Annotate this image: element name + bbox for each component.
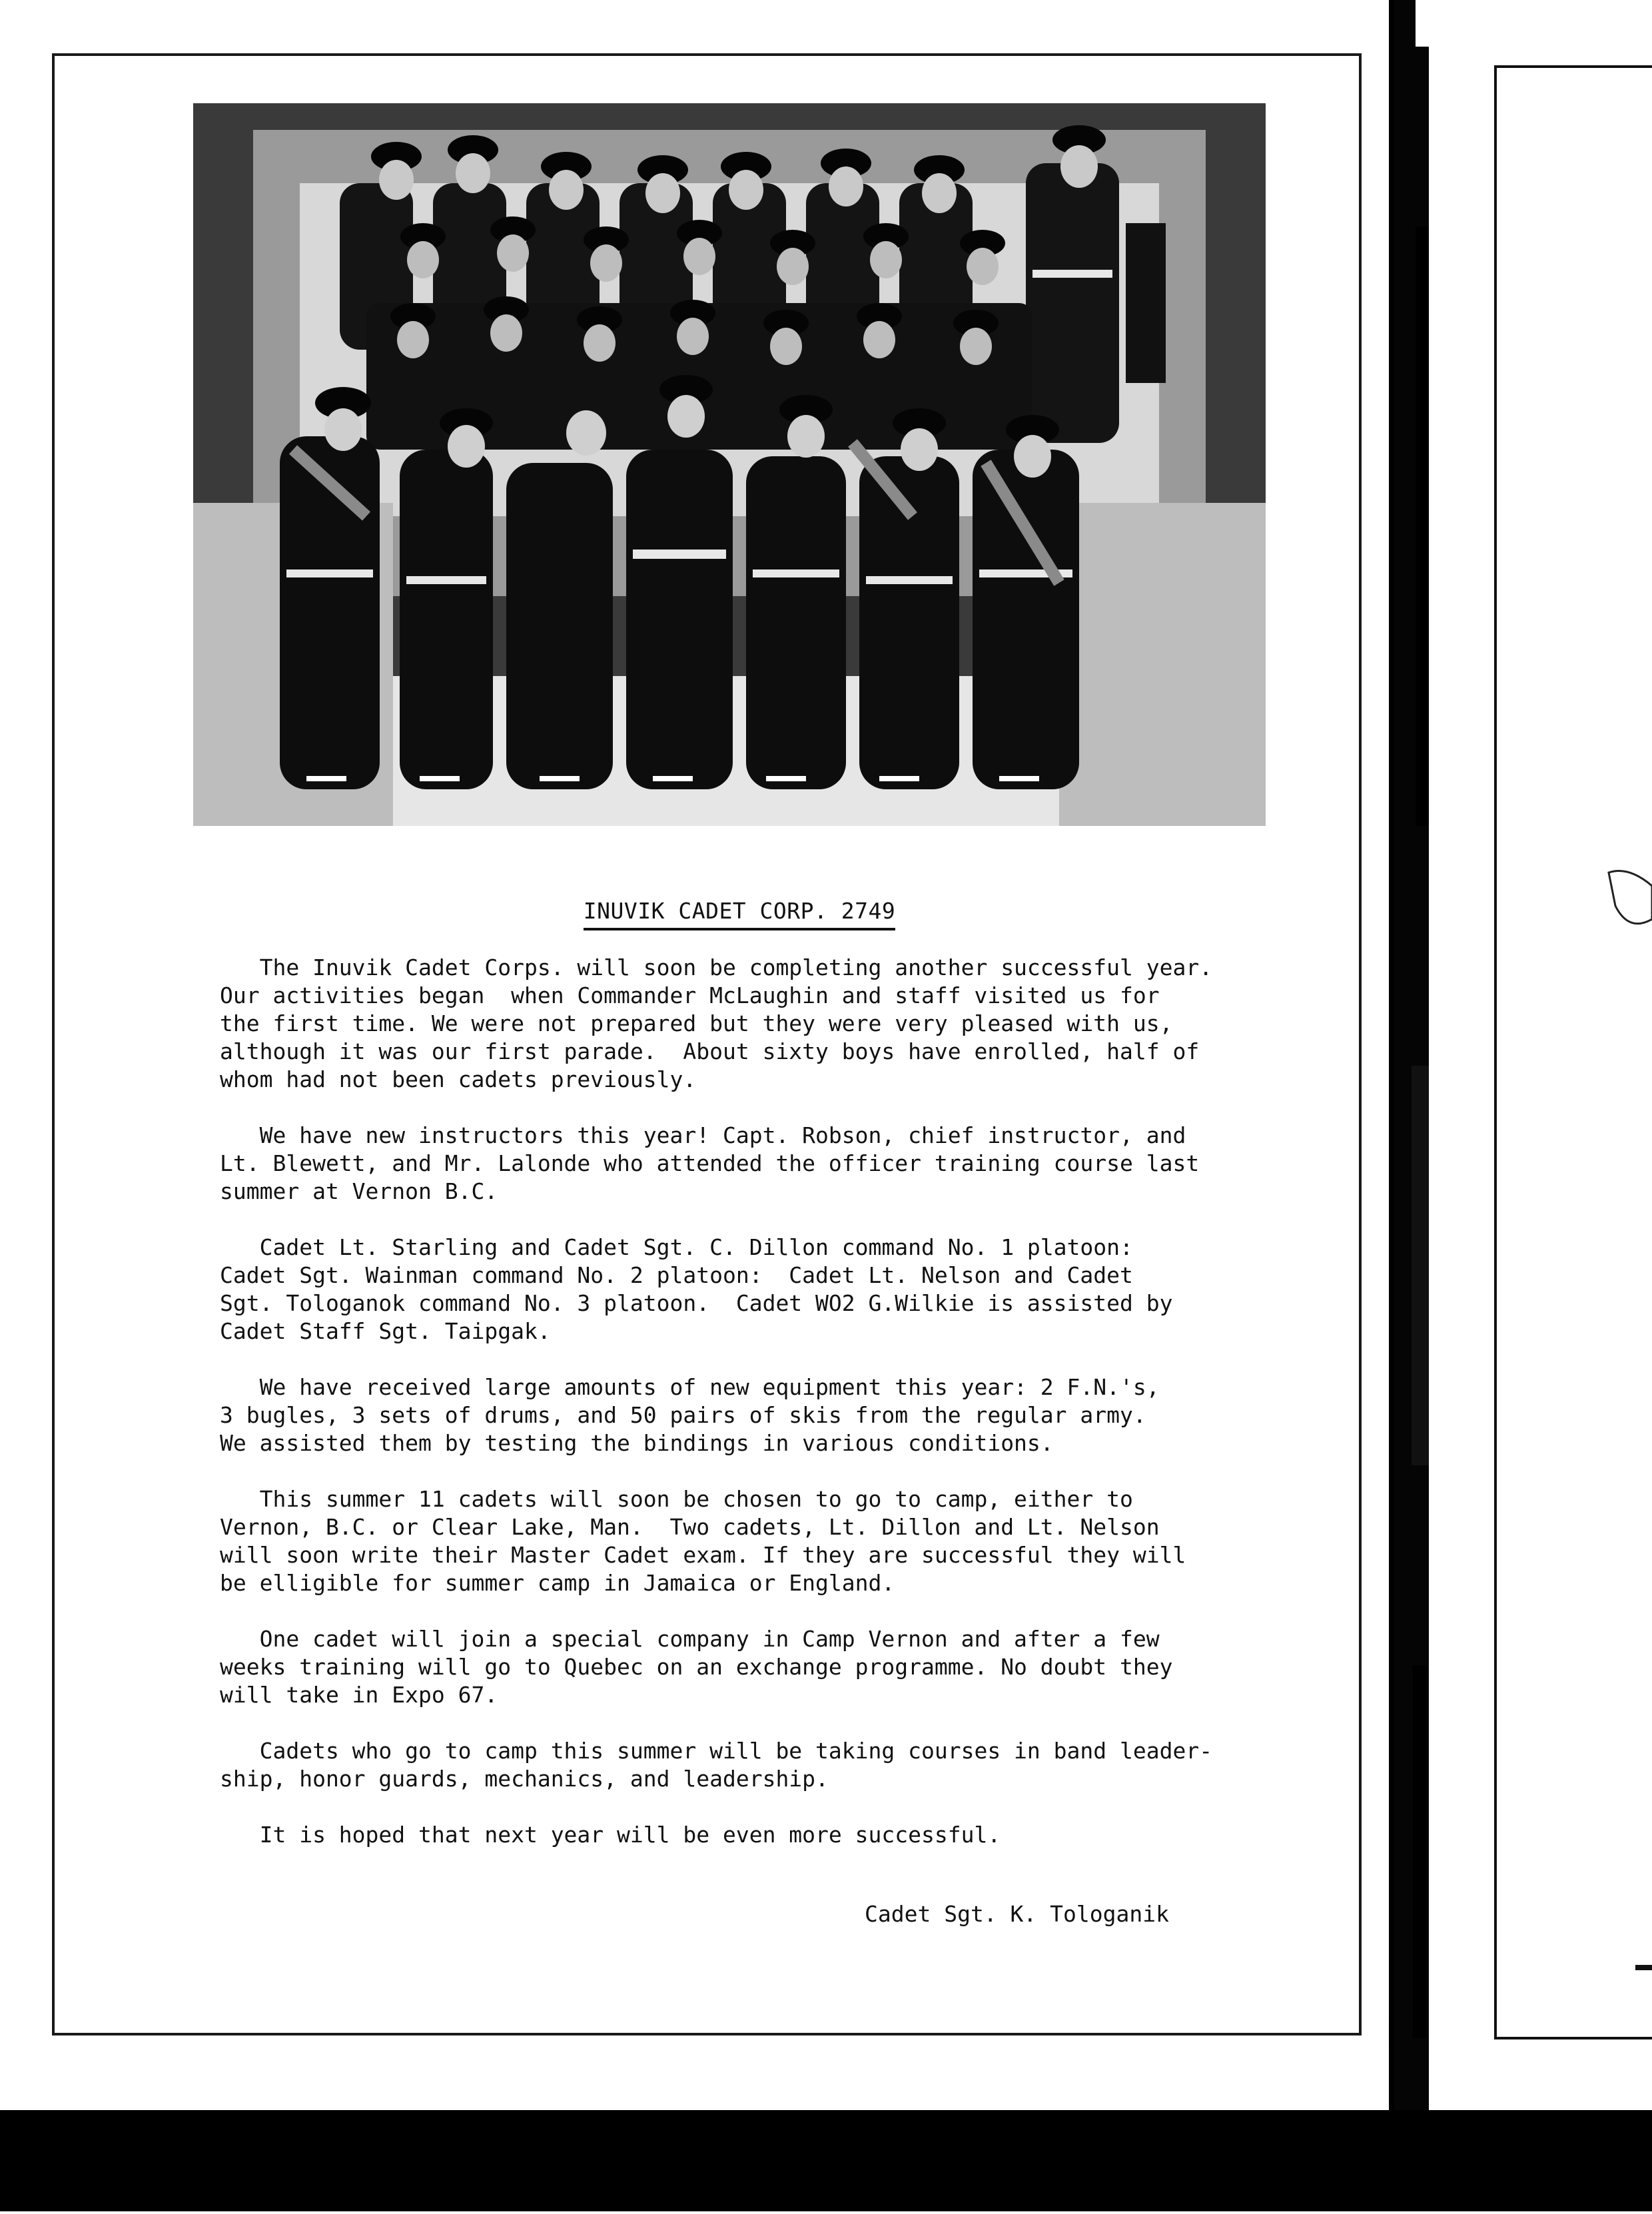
scan-bottom-border (0, 2110, 1652, 2211)
paragraph: It is hoped that next year will be even more successful. (220, 1822, 1001, 1848)
paragraph: This summer 11 cadets will soon be chosen to go to camp, either to Vernon, B.C. or Clear Lake, Man. Two cadets, Lt. Dillon and Lt. Nelson will soon write their Master Cadet exam. If they are successful they will be elligible for summer camp in Jamaica or England. (220, 1486, 1186, 1596)
paragraph: We have received large amounts of new equipment this year: 2 F.N.'s, 3 bugles, 3 sets of drums, and 50 pairs of skis from the regular army. We assisted them by testing the bindings in various conditions. (220, 1374, 1160, 1456)
paragraph: We have new instructors this year! Capt. Robson, chief instructor, and Lt. Blewett, and Mr. Lalonde who attended the officer training course last summer at Vernon B.C. (220, 1122, 1200, 1204)
paragraph: The Inuvik Cadet Corps. will soon be completing another successful year. Our activities began when Commander McLaughin and staff visited us for the first time. We were not prepared but they were very pleased with us, although it was our first parade. About sixty boys have enrolled, half of whom had not been cadets previously. (220, 954, 1213, 1092)
group-photo-image (193, 103, 1266, 826)
paragraph: Cadets who go to camp this summer will be taking courses in band leader- ship, honor guards, mechanics, and leadership. (220, 1738, 1213, 1792)
paragraph: One cadet will join a special company in Camp Vernon and after a few weeks training will go to Quebec on an exchange programme. No doubt they will take in Expo 67. (220, 1626, 1173, 1708)
adjacent-page-edge (1389, 0, 1652, 2211)
binding-shadow (1389, 0, 1652, 2211)
group-photo (193, 103, 1266, 826)
article-body (220, 954, 1259, 1877)
article-title: INUVIK CADET CORP. 2749 (584, 898, 895, 930)
paragraph: Cadet Lt. Starling and Cadet Sgt. C. Dillon command No. 1 platoon: Cadet Sgt. Wainman command No. 2 platoon: Cadet Lt. Nelson and Cadet Sgt. Tologanok command No. 3 platoon. Cadet WO2 G.Wilkie is assisted by Cadet Staff Sgt. Taipgak. (220, 1234, 1173, 1344)
article-heading (0, 898, 1479, 924)
signature: Cadet Sgt. K. Tologanik (865, 1901, 1169, 1927)
